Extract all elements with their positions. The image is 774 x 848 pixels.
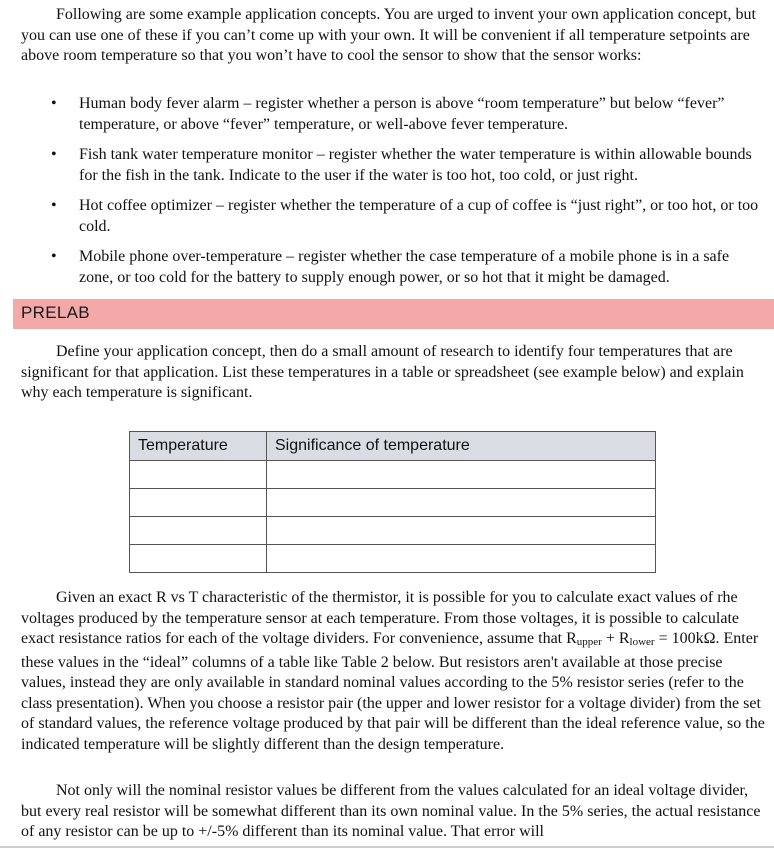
column-header-temperature: Temperature — [130, 432, 267, 461]
bullet-icon: • — [51, 248, 57, 265]
list-item: • Human body fever alarm – register whether a person is above “room temperature” but below “fever” temperature, or above “fever” temperature, or well-above fever temperature. — [51, 95, 725, 133]
bullet-icon: • — [51, 197, 57, 214]
nominal-values-paragraph: Not only will the nominal resistor values be different from the values calculated for an ideal voltage divider, but every real resistor will be somewhat different than its own nominal value. In the 5% series, the actual resistance of any resistor can be up to +/-5% different than its nominal value. That error will — [21, 782, 761, 840]
list-item: • Mobile phone over-temperature – register whether the case temperature of a mobile phone is in a safe zone, or too cold for the battery to supply enough power, or so hot that it might be damaged. — [51, 248, 730, 286]
bullet-icon: • — [51, 146, 57, 163]
table-cell[interactable] — [267, 517, 656, 545]
table-cell[interactable] — [130, 545, 267, 573]
table-row — [130, 517, 656, 545]
temperature-table — [129, 431, 656, 573]
table-cell[interactable] — [267, 489, 656, 517]
table-cell[interactable] — [130, 489, 267, 517]
list-item: • Hot coffee optimizer – register whether the temperature of a cup of coffee is “just right”, or too hot, or too cold. — [51, 197, 759, 235]
example-concepts-list — [0, 94, 774, 298]
table-row — [130, 545, 656, 573]
intro-paragraph — [21, 5, 769, 67]
table-row — [130, 489, 656, 517]
prelab-text: Define your application concept, then do a small amount of research to identify four temperatures that are significant for that application. List these temperatures in a table or spreadsheet (see example below) and explain why each temperature is significant. — [21, 343, 744, 401]
intro-text: Following are some example application concepts. You are urged to invent your own application concept, but you can use one of these if you can’t come up with your own. It will be convenient if all temperature setpoints are above room temperature so that you won’t have to cool the sensor to show that the sensor works: — [21, 6, 756, 64]
prelab-heading: PRELAB — [21, 303, 90, 322]
r-upper-symbol: Rupper — [566, 630, 602, 648]
list-item: • Fish tank water temperature monitor – register whether the water temperature is within allowable bounds for the fish in the tank. Indicate to the user if the water is too hot, too cold, or just right. — [51, 146, 752, 184]
prelab-heading-bar — [13, 299, 774, 329]
table-cell[interactable] — [267, 461, 656, 489]
table-cell[interactable] — [267, 545, 656, 573]
table-cell[interactable] — [130, 517, 267, 545]
prelab-paragraph — [21, 342, 769, 404]
column-header-significance: Significance of temperature — [267, 432, 656, 461]
table-header-row — [130, 432, 656, 461]
table-row — [130, 461, 656, 489]
table-cell[interactable] — [130, 461, 267, 489]
bullet-icon: • — [51, 95, 57, 112]
r-lower-symbol: Rlower — [618, 630, 655, 648]
ideal-values-paragraph: Given an exact R vs T characteristic of the thermistor, it is possible for you to calculate exact values of rhe voltages produced by the temperature sensor at each temperature. From those voltages, it is possible to calculate exact resistance ratios for each of the voltage dividers. For convenience, assume that Rupper + Rlower = 100kΩ. Enter these values in the “ideal” columns of a table like Table 2 below. But resistors aren't available at those precise values, instead they are only available in standard nominal values according to the 5% resistor series (refer to the class presentation). When you choose a resistor pair (the upper and lower resistor for a voltage divider) from the set of standard values, the reference voltage produced by that pair will be different than the ideal reference value, so the indicated temperature will be slightly different than the design temperature. — [21, 589, 765, 753]
